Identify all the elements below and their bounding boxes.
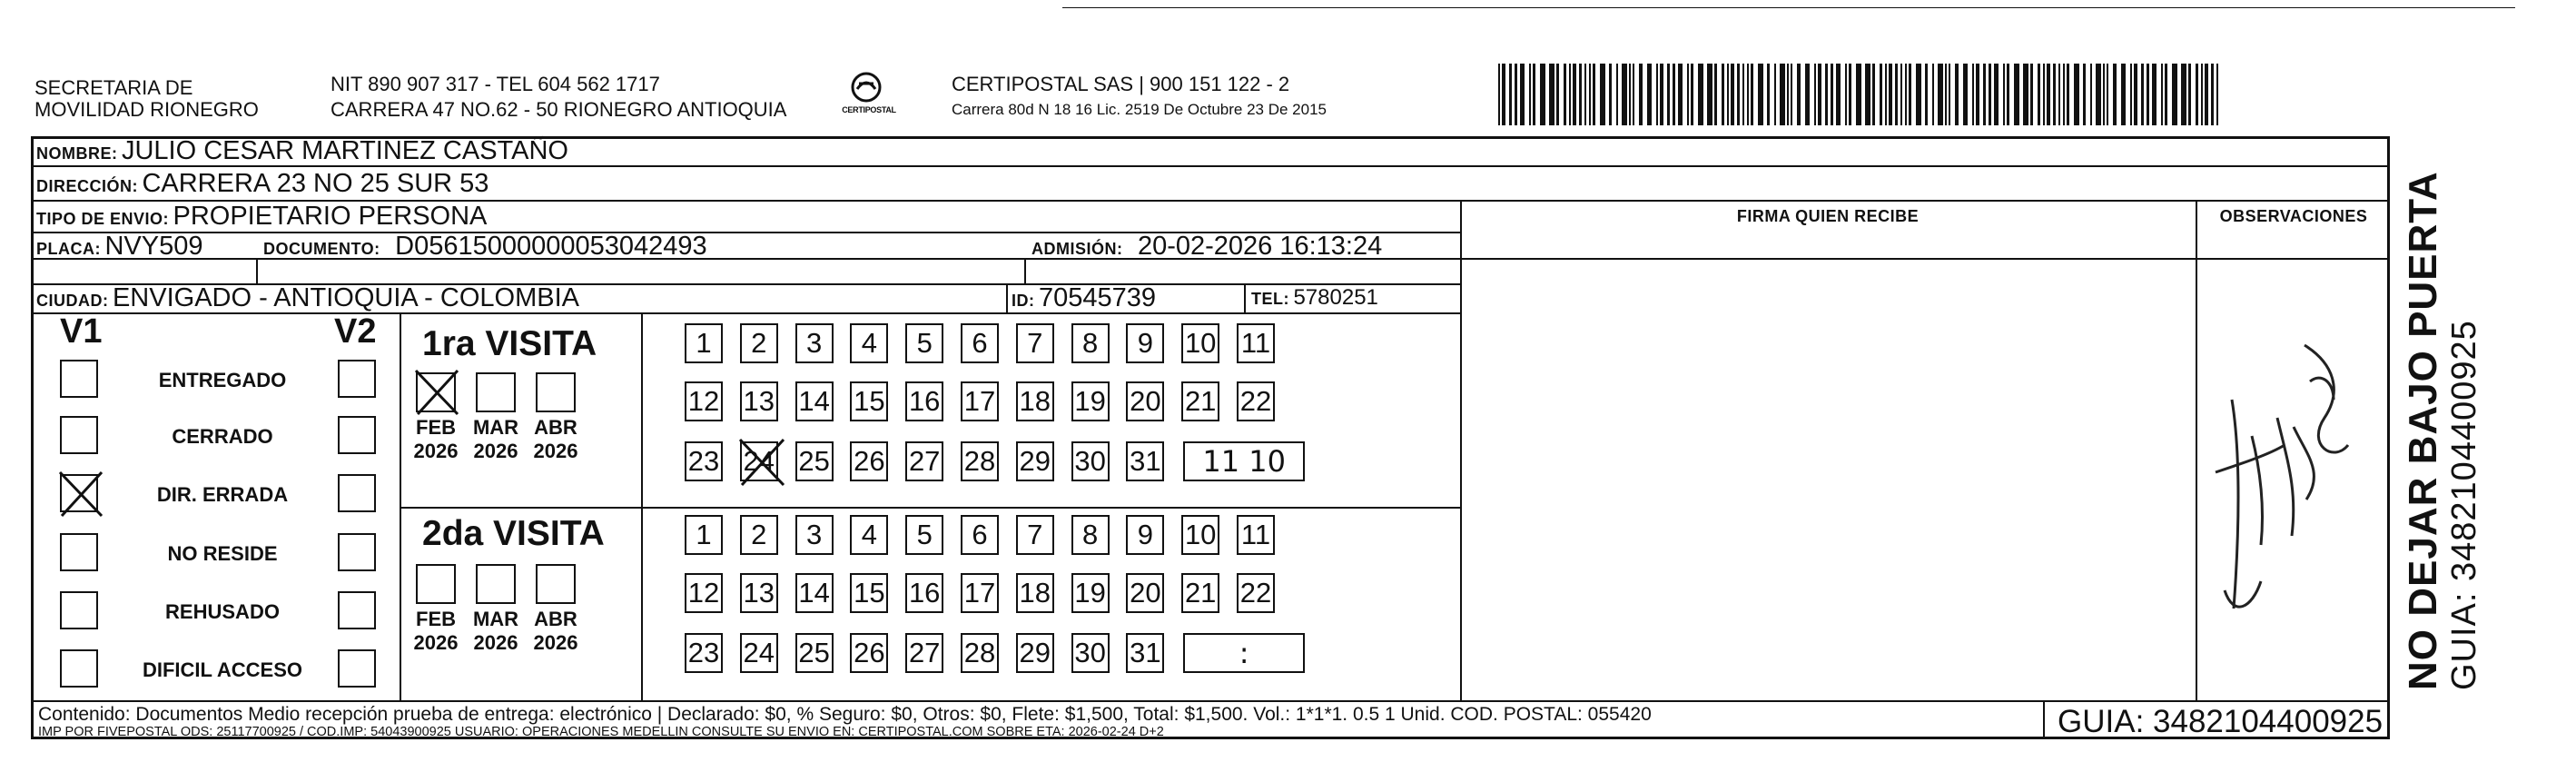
barcode-bar [1747, 64, 1749, 125]
day-box[interactable]: 9 [1126, 323, 1164, 363]
barcode-bar [2047, 64, 2050, 125]
year-label: 2026 [413, 631, 459, 654]
firma-header [1460, 202, 2196, 233]
day-box[interactable]: 23 [685, 441, 723, 481]
nombre-row [36, 136, 568, 170]
barcode [1498, 64, 2225, 125]
ciudad-label: CIUDAD: [36, 292, 109, 310]
barcode-bar [1564, 64, 1566, 125]
v2-checkbox[interactable] [338, 416, 376, 454]
barcode-bar [1639, 64, 1643, 125]
barcode-bar [1540, 64, 1545, 125]
day-box[interactable]: 10 [1181, 323, 1219, 363]
barcode-bar [1660, 64, 1663, 125]
org-name-line1: SECRETARIA DE [35, 76, 193, 99]
barcode-bar [1805, 64, 1810, 125]
barcode-bar [1989, 64, 1991, 125]
barcode-bar [1994, 64, 1999, 125]
day-box[interactable]: 16 [905, 573, 943, 613]
logo-text: CERTIPOSTAL [842, 105, 896, 114]
day-box[interactable]: 6 [961, 515, 999, 555]
cross-mark-icon [738, 438, 787, 487]
barcode-bar [2103, 64, 2105, 125]
barcode-bar [1647, 64, 1652, 125]
status-label: REHUSADO [165, 600, 280, 623]
day-box[interactable]: 4 [850, 515, 888, 555]
barcode-bar [1593, 64, 1595, 125]
barcode-bar [1767, 64, 1770, 125]
visit2-title: 2da VISITA [422, 514, 605, 553]
certipostal-logo-icon [828, 69, 910, 124]
day-box[interactable]: 27 [905, 633, 943, 673]
month-label: FEB [416, 416, 456, 439]
day-box[interactable]: 29 [1016, 441, 1054, 481]
day-box[interactable]: 7 [1016, 515, 1054, 555]
barcode-graphic [1498, 64, 2225, 125]
year-label: 2026 [473, 631, 518, 654]
company-line1: CERTIPOSTAL SAS | 900 151 122 - 2 [952, 73, 1290, 95]
side-warning [2402, 127, 2502, 690]
barcode-bar [2188, 64, 2191, 125]
barcode-bar [1722, 64, 1724, 125]
barcode-bar [1900, 64, 1902, 125]
day-box[interactable]: 6 [961, 323, 999, 363]
footer-line [31, 700, 2390, 702]
day-box[interactable]: 31 [1126, 441, 1164, 481]
year-label: 2026 [533, 440, 578, 462]
day-box[interactable]: 20 [1126, 573, 1164, 613]
barcode-bar [2196, 64, 2198, 125]
barcode-bar [1502, 64, 1505, 125]
v1-label: V1 [60, 312, 103, 351]
day-box[interactable]: 21 [1181, 381, 1219, 421]
barcode-bar [1656, 64, 1658, 125]
org-name-line2: MOVILIDAD RIONEGRO [35, 98, 259, 121]
documento-label: DOCUMENTO: [263, 240, 380, 258]
observaciones-label: OBSERVACIONES [2219, 207, 2368, 225]
day-box[interactable]: 10 [1181, 515, 1219, 555]
status-label: DIFICIL ACCESO [142, 658, 302, 681]
barcode-bar [1751, 64, 1753, 125]
direccion-value: CARRERA 23 NO 25 SUR 53 [142, 169, 489, 198]
barcode-bar [1845, 64, 1847, 125]
day-box[interactable]: 12 [685, 573, 723, 613]
barcode-bar [1667, 64, 1670, 125]
day-box[interactable]: 22 [1237, 573, 1275, 613]
month-checkbox[interactable] [416, 372, 456, 412]
tipo-label: TIPO DE ENVIO: [36, 210, 170, 228]
day-box[interactable]: 8 [1071, 323, 1110, 363]
barcode-bar [1707, 64, 1712, 125]
day-box[interactable]: 22 [1237, 381, 1275, 421]
v1-checkbox[interactable] [60, 591, 98, 629]
barcode-bar [1737, 64, 1740, 125]
day-box[interactable]: 19 [1071, 573, 1110, 613]
day-box[interactable]: 13 [740, 573, 778, 613]
barcode-bar [1889, 64, 1892, 125]
barcode-bar [1529, 64, 1531, 125]
barcode-bar [1584, 64, 1586, 125]
barcode-bar [1698, 64, 1703, 125]
month-checkbox[interactable] [476, 372, 516, 412]
barcode-bar [1758, 64, 1763, 125]
barcode-bar [2038, 64, 2040, 125]
barcode-bar [1731, 64, 1734, 125]
footer-line2: IMP POR FIVEPOSTAL ODS: 25117700925 / COD.IMP: 54043900925 USUARIO: OPERACIONES MEDELLIN CONSULTE SU ENVIO EN: CERTIPOSTAL.COM SOBRE ETA: 2026-02-24 D+2 [38, 725, 1164, 739]
month-checkbox[interactable] [536, 372, 576, 412]
barcode-bar [1814, 64, 1816, 125]
day-box[interactable]: 5 [905, 515, 943, 555]
month-checkbox[interactable] [536, 564, 576, 604]
signature [2197, 309, 2379, 672]
tipo-row [36, 202, 487, 235]
placa-label: PLACA: [36, 240, 101, 258]
company-line2: Carrera 80d N 18 16 Lic. 2519 De Octubre 23 De 2015 [952, 101, 1327, 118]
barcode-bar [1691, 64, 1693, 125]
tel-cell [1251, 283, 1378, 315]
v2-checkbox[interactable] [338, 533, 376, 571]
barcode-bar [2121, 64, 2126, 125]
ciudad-cell [36, 283, 579, 317]
barcode-bar [1831, 64, 1833, 125]
barcode-bar [1880, 64, 1882, 125]
barcode-bar [2014, 64, 2019, 125]
barcode-bar [2147, 64, 2149, 125]
admision-label: ADMISIÓN: [1031, 240, 1123, 258]
time-box[interactable]: : [1183, 633, 1305, 673]
barcode-bar [1687, 64, 1689, 125]
barcode-bar [1600, 64, 1605, 125]
id-value: 70545739 [1038, 283, 1156, 312]
barcode-bar [2023, 64, 2028, 125]
barcode-bar [1714, 64, 1717, 125]
year-label: 2026 [533, 631, 578, 654]
day-box[interactable]: 4 [850, 323, 888, 363]
status-visit-line [400, 312, 401, 700]
day-box[interactable]: 28 [961, 441, 999, 481]
day-box[interactable]: 1 [685, 323, 723, 363]
barcode-bar [1976, 64, 1979, 125]
barcode-bar [1616, 64, 1618, 125]
barcode-bar [1780, 64, 1785, 125]
tel-label: TEL: [1251, 290, 1289, 308]
barcode-bar [1556, 64, 1559, 125]
day-box[interactable]: 11 [1237, 323, 1275, 363]
barcode-bar [2007, 64, 2009, 125]
barcode-bar [2083, 64, 2086, 125]
day-box[interactable]: 7 [1016, 323, 1054, 363]
day-box[interactable]: 3 [795, 323, 834, 363]
barcode-bar [1797, 64, 1801, 125]
day-box[interactable]: 2 [740, 323, 778, 363]
nit-line2: CARRERA 47 NO.62 - 50 RIONEGRO ANTIOQUIA [331, 98, 787, 121]
visit-divider [400, 507, 1460, 509]
barcode-bar [1963, 64, 1968, 125]
barcode-bar [1673, 64, 1675, 125]
ciudad-id-line [1006, 283, 1008, 312]
month-label: ABR [534, 608, 577, 630]
day-box[interactable]: 13 [740, 381, 778, 421]
nit-line1: NIT 890 907 317 - TEL 604 562 1717 [331, 73, 660, 95]
barcode-bar [2003, 64, 2005, 125]
barcode-bar [1791, 64, 1792, 125]
v1-checkbox[interactable] [60, 474, 98, 512]
barcode-bar [1916, 64, 1921, 125]
placa-cell [36, 232, 202, 265]
day-box[interactable]: 14 [795, 573, 834, 613]
cross-mark-icon [58, 470, 105, 518]
doc-admision-line [1024, 258, 1026, 283]
barcode-bar [2058, 64, 2060, 125]
firma-label: FIRMA QUIEN RECIBE [1736, 207, 1920, 225]
barcode-bar [1498, 64, 1500, 125]
admision-cell [1031, 232, 1382, 265]
barcode-bar [1856, 64, 1861, 125]
barcode-bar [1787, 64, 1789, 125]
day-box[interactable]: 25 [795, 633, 834, 673]
barcode-bar [2172, 64, 2177, 125]
obs-header [2197, 202, 2390, 233]
status-label: CERRADO [172, 425, 273, 448]
id-tel-line [1244, 283, 1246, 312]
firma-left-line [1460, 200, 1462, 700]
side-line1: NO DEJAR BAJO PUERTA [2401, 171, 2445, 690]
v2-checkbox[interactable] [338, 474, 376, 512]
barcode-bar [1742, 64, 1744, 125]
barcode-bar [1895, 64, 1898, 125]
barcode-bar [2030, 64, 2033, 125]
day-box[interactable]: 16 [905, 381, 943, 421]
months-days-line [641, 312, 643, 700]
barcode-bar [2074, 64, 2079, 125]
barcode-bar [2181, 64, 2186, 125]
barcode-bar [2201, 64, 2203, 125]
nombre-value: JULIO CESAR MARTINEZ CASTAÑO [121, 136, 568, 165]
day-box[interactable]: 17 [961, 573, 999, 613]
barcode-bar [1633, 64, 1634, 125]
day-box[interactable]: 24 [740, 441, 778, 481]
barcode-bar [1983, 64, 1986, 125]
day-box[interactable]: 26 [850, 441, 888, 481]
month-label: ABR [534, 416, 577, 439]
day-box[interactable]: 1 [685, 515, 723, 555]
direccion-label: DIRECCIÓN: [36, 177, 138, 195]
day-box[interactable]: 3 [795, 515, 834, 555]
barcode-bar [1549, 64, 1554, 125]
day-box[interactable]: 30 [1071, 441, 1110, 481]
day-box[interactable]: 14 [795, 381, 834, 421]
month-checkbox[interactable] [476, 564, 516, 604]
barcode-bar [2107, 64, 2108, 125]
status-label: DIR. ERRADA [156, 483, 289, 506]
certipostal-logo [828, 69, 910, 124]
barcode-bar [2096, 64, 2101, 125]
tel-value: 5780251 [1293, 285, 1378, 310]
signature-mark [2197, 309, 2379, 672]
barcode-bar [1972, 64, 1974, 125]
day-box[interactable]: 30 [1071, 633, 1110, 673]
day-box[interactable]: 18 [1016, 381, 1054, 421]
top-border [1062, 7, 2515, 8]
barcode-bar [1938, 64, 1943, 125]
v1-checkbox[interactable] [60, 416, 98, 454]
barcode-bar [1573, 64, 1576, 125]
barcode-bar [2211, 64, 2214, 125]
v1-checkbox[interactable] [60, 533, 98, 571]
side-line2: GUIA: 3482104400925 [2445, 320, 2483, 690]
documento-cell [263, 232, 707, 265]
tipo-value: PROPIETARIO PERSONA [173, 202, 488, 231]
year-label: 2026 [413, 440, 459, 462]
day-box[interactable]: 18 [1016, 573, 1054, 613]
day-box[interactable]: 24 [740, 633, 778, 673]
day-box[interactable]: 28 [961, 633, 999, 673]
barcode-bar [2216, 64, 2218, 125]
barcode-bar [2043, 64, 2045, 125]
barcode-bar [1932, 64, 1934, 125]
day-box[interactable]: 29 [1016, 633, 1054, 673]
id-label: ID: [1012, 292, 1035, 310]
barcode-bar [2090, 64, 2092, 125]
time-box[interactable]: 11 10 [1183, 441, 1305, 481]
barcode-bar [1678, 64, 1683, 125]
barcode-bar [2134, 64, 2137, 125]
barcode-bar [2113, 64, 2117, 125]
placa-doc-line [256, 258, 258, 283]
day-box[interactable]: 20 [1126, 381, 1164, 421]
barcode-bar [1533, 64, 1535, 125]
barcode-bar [1885, 64, 1887, 125]
footer-guia-line [2043, 700, 2045, 739]
barcode-bar [1905, 64, 1907, 125]
barcode-bar [1945, 64, 1947, 125]
id-cell [1012, 283, 1156, 317]
barcode-bar [2130, 64, 2132, 125]
barcode-bar [1727, 64, 1729, 125]
barcode-bar [1569, 64, 1571, 125]
v2-label: V2 [334, 312, 377, 351]
year-label: 2026 [473, 440, 518, 462]
v2-checkbox[interactable] [338, 591, 376, 629]
barcode-bar [1836, 64, 1841, 125]
day-box[interactable]: 19 [1071, 381, 1110, 421]
v1-checkbox[interactable] [60, 649, 98, 688]
status-label: NO RESIDE [167, 542, 278, 565]
barcode-bar [2152, 64, 2157, 125]
barcode-bar [1872, 64, 1875, 125]
barcode-bar [1589, 64, 1591, 125]
barcode-bar [1825, 64, 1828, 125]
admision-value: 20-02-2026 16:13:24 [1137, 232, 1383, 261]
barcode-bar [1509, 64, 1512, 125]
month-label: FEB [416, 608, 456, 630]
barcode-bar [1629, 64, 1631, 125]
barcode-bar [2053, 64, 2056, 125]
v1-checkbox[interactable] [60, 360, 98, 398]
day-box[interactable]: 11 [1237, 515, 1275, 555]
day-box[interactable]: 31 [1126, 633, 1164, 673]
status-label: ENTREGADO [158, 369, 287, 391]
day-box[interactable]: 12 [685, 381, 723, 421]
barcode-bar [1622, 64, 1627, 125]
day-box[interactable]: 8 [1071, 515, 1110, 555]
barcode-bar [1909, 64, 1911, 125]
footer-line1: Contenido: Documentos Medio recepción prueba de entrega: electrónico | Declarado: $0, % Seguro: $0, Otros: $0, Flete: $1,500, Total: $1,500. Vol.: 1*1*1. 0.5 1 Unid. COD. POSTAL: 055420 [38, 704, 1652, 725]
day-box[interactable]: 27 [905, 441, 943, 481]
day-box[interactable]: 9 [1126, 515, 1164, 555]
barcode-bar [1609, 64, 1612, 125]
v2-checkbox[interactable] [338, 649, 376, 688]
barcode-bar [2141, 64, 2144, 125]
day-box[interactable]: 15 [850, 381, 888, 421]
v2-checkbox[interactable] [338, 360, 376, 398]
ciudad-value: ENVIGADO - ANTIOQUIA - COLOMBIA [112, 283, 579, 312]
day-box[interactable]: 25 [795, 441, 834, 481]
footer-guia: GUIA: 3482104400925 [2058, 704, 2384, 739]
barcode-bar [2063, 64, 2065, 125]
barcode-bar [1849, 64, 1851, 125]
barcode-bar [1520, 64, 1525, 125]
barcode-bar [2165, 64, 2167, 125]
barcode-bar [2205, 64, 2208, 125]
day-box[interactable]: 17 [961, 381, 999, 421]
placa-value: NVY509 [104, 232, 203, 261]
day-box[interactable]: 26 [850, 633, 888, 673]
month-label: MAR [472, 608, 519, 630]
day-box[interactable]: 2 [740, 515, 778, 555]
documento-value: D05615000000053042493 [395, 232, 707, 261]
visit1-title: 1ra VISITA [422, 324, 597, 363]
day-box[interactable]: 5 [905, 323, 943, 363]
day-box[interactable]: 15 [850, 573, 888, 613]
barcode-bar [1818, 64, 1821, 125]
barcode-bar [1774, 64, 1776, 125]
direccion-row [36, 169, 489, 203]
month-label: MAR [472, 416, 519, 439]
barcode-bar [1925, 64, 1928, 125]
nombre-label: NOMBRE: [36, 144, 118, 163]
barcode-bar [1579, 64, 1582, 125]
barcode-bar [2067, 64, 2069, 125]
barcode-bar [1515, 64, 1517, 125]
barcode-bar [2161, 64, 2163, 125]
barcode-bar [1955, 64, 1959, 125]
day-box[interactable]: 21 [1181, 573, 1219, 613]
barcode-bar [1949, 64, 1950, 125]
month-checkbox[interactable] [416, 564, 456, 604]
barcode-bar [1865, 64, 1870, 125]
cross-mark-icon [414, 369, 461, 416]
day-box[interactable]: 23 [685, 633, 723, 673]
